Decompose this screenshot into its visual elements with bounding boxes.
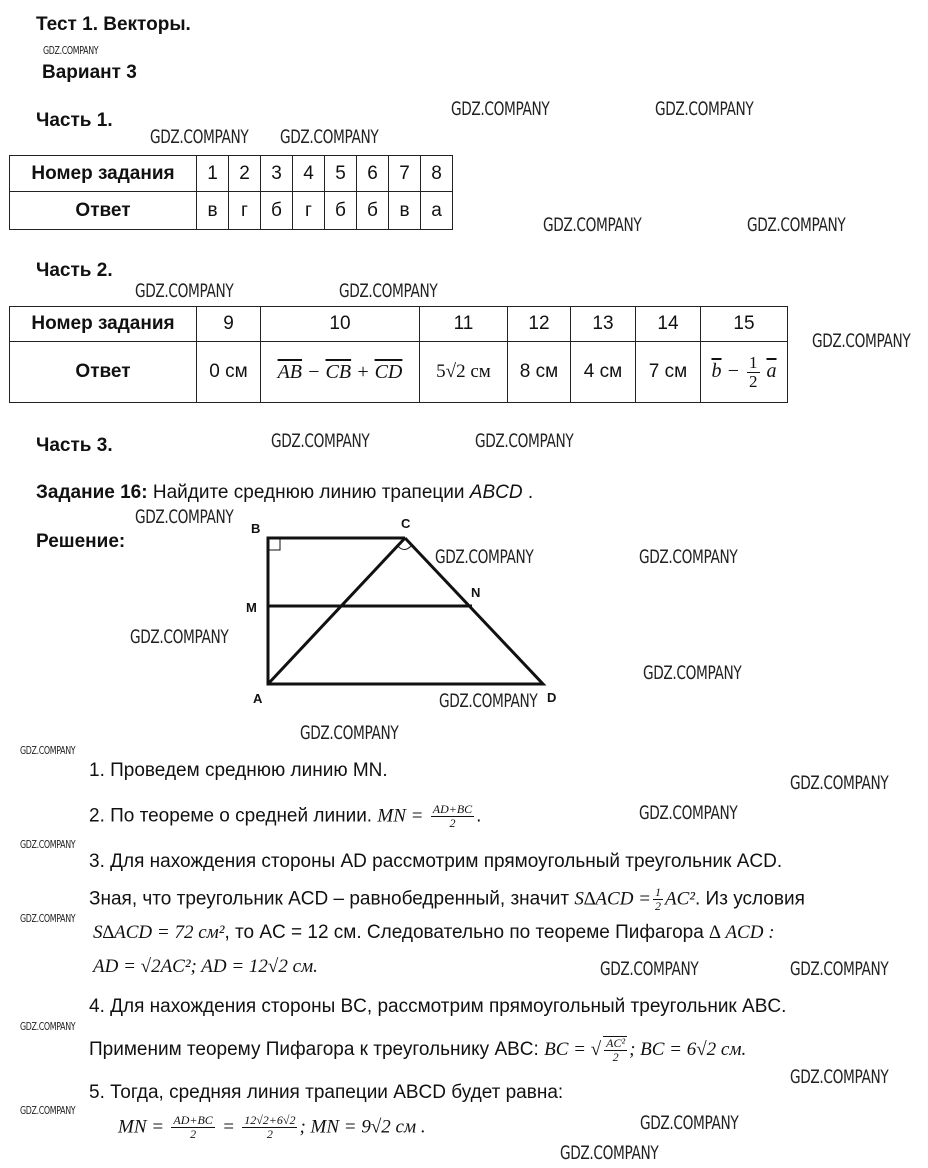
watermark: GDZ.COMPANY: [439, 690, 538, 712]
watermark: GDZ.COMPANY: [475, 430, 574, 452]
number-cell: 2: [229, 156, 261, 192]
watermark: GDZ.COMPANY: [812, 330, 911, 352]
fraction: [242, 1114, 297, 1141]
answer-cell: в: [197, 192, 229, 230]
watermark: GDZ.COMPANY: [560, 1142, 659, 1164]
watermark: GDZ.COMPANY: [600, 958, 699, 980]
watermark: GDZ.COMPANY: [135, 280, 234, 302]
watermark: GDZ.COMPANY: [435, 546, 534, 568]
number-cell: 1: [197, 156, 229, 192]
watermark: GDZ.COMPANY: [150, 126, 249, 148]
text: , то AC = 12 см. Следовательно по теореме Пифагора: [224, 922, 704, 943]
task-end: .: [527, 482, 534, 503]
task-figure: ABCD: [469, 482, 523, 503]
number-cell: 15: [701, 307, 788, 342]
step-3-line-1: 3. Для нахождения стороны AD рассмотрим прямоугольный треугольник ACD.: [89, 851, 783, 872]
header-cell: Номер задания: [10, 156, 197, 192]
minus-sign: −: [726, 359, 740, 382]
formula: S∆ACD = 72 см²: [93, 922, 225, 943]
number-cell: 8: [421, 156, 453, 192]
formula: MN =: [118, 1116, 165, 1138]
test-title: Тест 1. Векторы.: [36, 14, 191, 35]
label-b: B: [251, 521, 261, 536]
watermark: GDZ.COMPANY: [747, 214, 846, 236]
watermark: GDZ.COMPANY: [639, 546, 738, 568]
answer-cell: г: [293, 192, 325, 230]
watermark: GDZ.COMPANY: [451, 98, 550, 120]
vector-b: $\overline{b}$: [711, 359, 722, 382]
denominator: 2: [655, 899, 662, 913]
watermark: GDZ.COMPANY: [339, 280, 438, 302]
label-n: N: [471, 585, 481, 600]
fraction: [653, 886, 663, 913]
step-5-formula: [118, 1114, 426, 1141]
fraction: [603, 1036, 627, 1064]
watermark: GDZ.COMPANY: [43, 44, 99, 57]
text: Применим теорему Пифагора к треугольнику ABC:: [89, 1039, 539, 1061]
step-4-line-2: [89, 1036, 746, 1064]
diagonal-ac: [268, 538, 405, 684]
number-cell: 4: [293, 156, 325, 192]
answer-cell: б: [261, 192, 293, 230]
formula: ; BC = 6√2 см.: [629, 1039, 747, 1061]
watermark: GDZ.COMPANY: [543, 214, 642, 236]
vector-a: $\overline{a}$: [766, 359, 777, 382]
answer-cell: 0 см: [197, 342, 261, 403]
task-text: Найдите среднюю линию трапеции: [152, 482, 465, 503]
step-2: [89, 803, 481, 830]
denominator: 2: [749, 371, 758, 391]
label-c: C: [401, 516, 411, 531]
header-cell: Ответ: [10, 342, 197, 403]
formula: AC²: [665, 888, 695, 910]
answer-cell: 8 см: [508, 342, 571, 403]
label-m: M: [246, 600, 257, 615]
formula: ; MN = 9√2 см .: [299, 1116, 426, 1138]
vector-cb: $\overline{CB}$: [325, 360, 352, 383]
step-3-line-4: AD = √2AC²; AD = 12√2 см.: [93, 956, 318, 977]
period: .: [476, 805, 482, 827]
plus-sign: +: [356, 360, 370, 383]
watermark: GDZ.COMPANY: [640, 1112, 739, 1134]
watermark: GDZ.COMPANY: [655, 98, 754, 120]
number-cell: 3: [261, 156, 293, 192]
step-2-text: 2. По теореме о средней линии.: [89, 805, 373, 827]
answer-cell: 7 см: [636, 342, 701, 403]
watermark: GDZ.COMPANY: [790, 772, 889, 794]
step-5-line-1: 5. Тогда, средняя линия трапеции ABCD будет равна:: [89, 1082, 564, 1103]
step-3-line-2: [89, 886, 805, 913]
watermark: GDZ.COMPANY: [300, 722, 399, 744]
text: Зная, что треугольник ACD – равнобедренный, значит: [89, 888, 570, 910]
part1-heading: Часть 1.: [36, 110, 113, 131]
solution-label: Решение:: [36, 531, 126, 552]
watermark: GDZ.COMPANY: [20, 912, 76, 925]
answer-cell: б: [357, 192, 389, 230]
number-cell: 9: [197, 307, 261, 342]
step-4-line-1: 4. Для нахождения стороны BC, рассмотрим прямоугольный треугольник ABC.: [89, 996, 787, 1017]
answer-cell: 5√2 см: [420, 342, 508, 403]
numerator: 1: [655, 885, 662, 899]
part3-heading: Часть 3.: [36, 435, 113, 456]
number-cell: 10: [261, 307, 420, 342]
watermark: GDZ.COMPANY: [280, 126, 379, 148]
denominator: 2: [612, 1050, 619, 1064]
number-cell: 14: [636, 307, 701, 342]
watermark: GDZ.COMPANY: [790, 958, 889, 980]
step-3-line-3: [93, 922, 775, 944]
number-cell: 12: [508, 307, 571, 342]
variant-title: Вариант 3: [42, 62, 137, 83]
fraction: [171, 1114, 214, 1141]
watermark: GDZ.COMPANY: [20, 744, 76, 757]
equals: =: [222, 1116, 235, 1138]
numerator: AC²: [606, 1036, 626, 1050]
denominator: 2: [266, 1127, 273, 1141]
numerator: 1: [749, 352, 758, 372]
answer-cell: а: [421, 192, 453, 230]
watermark: GDZ.COMPANY: [20, 838, 76, 851]
part2-heading: Часть 2.: [36, 260, 113, 281]
formula: ∆ ACD :: [709, 922, 775, 943]
label-a: A: [253, 691, 263, 706]
number-cell: 7: [389, 156, 421, 192]
watermark: GDZ.COMPANY: [130, 626, 229, 648]
formula: BC = √: [544, 1039, 602, 1061]
header-cell: Номер задания: [10, 307, 197, 342]
text: . Из условия: [695, 888, 805, 910]
answer-cell: 4 см: [571, 342, 636, 403]
number-cell: 6: [357, 156, 389, 192]
right-angle-b: [268, 538, 280, 550]
label-d: D: [547, 690, 557, 705]
task-label: Задание 16:: [36, 482, 148, 503]
denominator: 2: [190, 1127, 197, 1141]
numerator: AD+BC: [173, 1113, 213, 1127]
number-cell: 11: [420, 307, 508, 342]
step-1: 1. Проведем среднюю линию MN.: [89, 760, 388, 781]
formula: S∆ACD =: [574, 888, 652, 910]
numerator: AD+BC: [432, 802, 473, 816]
watermark: GDZ.COMPANY: [20, 1104, 76, 1117]
watermark: GDZ.COMPANY: [790, 1066, 889, 1088]
watermark: GDZ.COMPANY: [271, 430, 370, 452]
answer-cell: б: [325, 192, 357, 230]
answer-cell: г: [229, 192, 261, 230]
watermark: GDZ.COMPANY: [135, 506, 234, 528]
watermark: GDZ.COMPANY: [639, 802, 738, 824]
numerator: 12√2+6√2: [244, 1113, 296, 1127]
fraction: [431, 803, 474, 830]
watermark: GDZ.COMPANY: [643, 662, 742, 684]
vector-cd: $\overline{CD}$: [374, 360, 403, 383]
denominator: 2: [449, 816, 456, 830]
watermark: GDZ.COMPANY: [20, 1020, 76, 1033]
header-cell: Ответ: [10, 192, 197, 230]
number-cell: 5: [325, 156, 357, 192]
answer-cell: в: [389, 192, 421, 230]
formula-lhs: MN =: [377, 805, 424, 827]
number-cell: 13: [571, 307, 636, 342]
vector-ab: $\overline{AB}$: [277, 360, 303, 383]
minus-sign: −: [307, 360, 321, 383]
